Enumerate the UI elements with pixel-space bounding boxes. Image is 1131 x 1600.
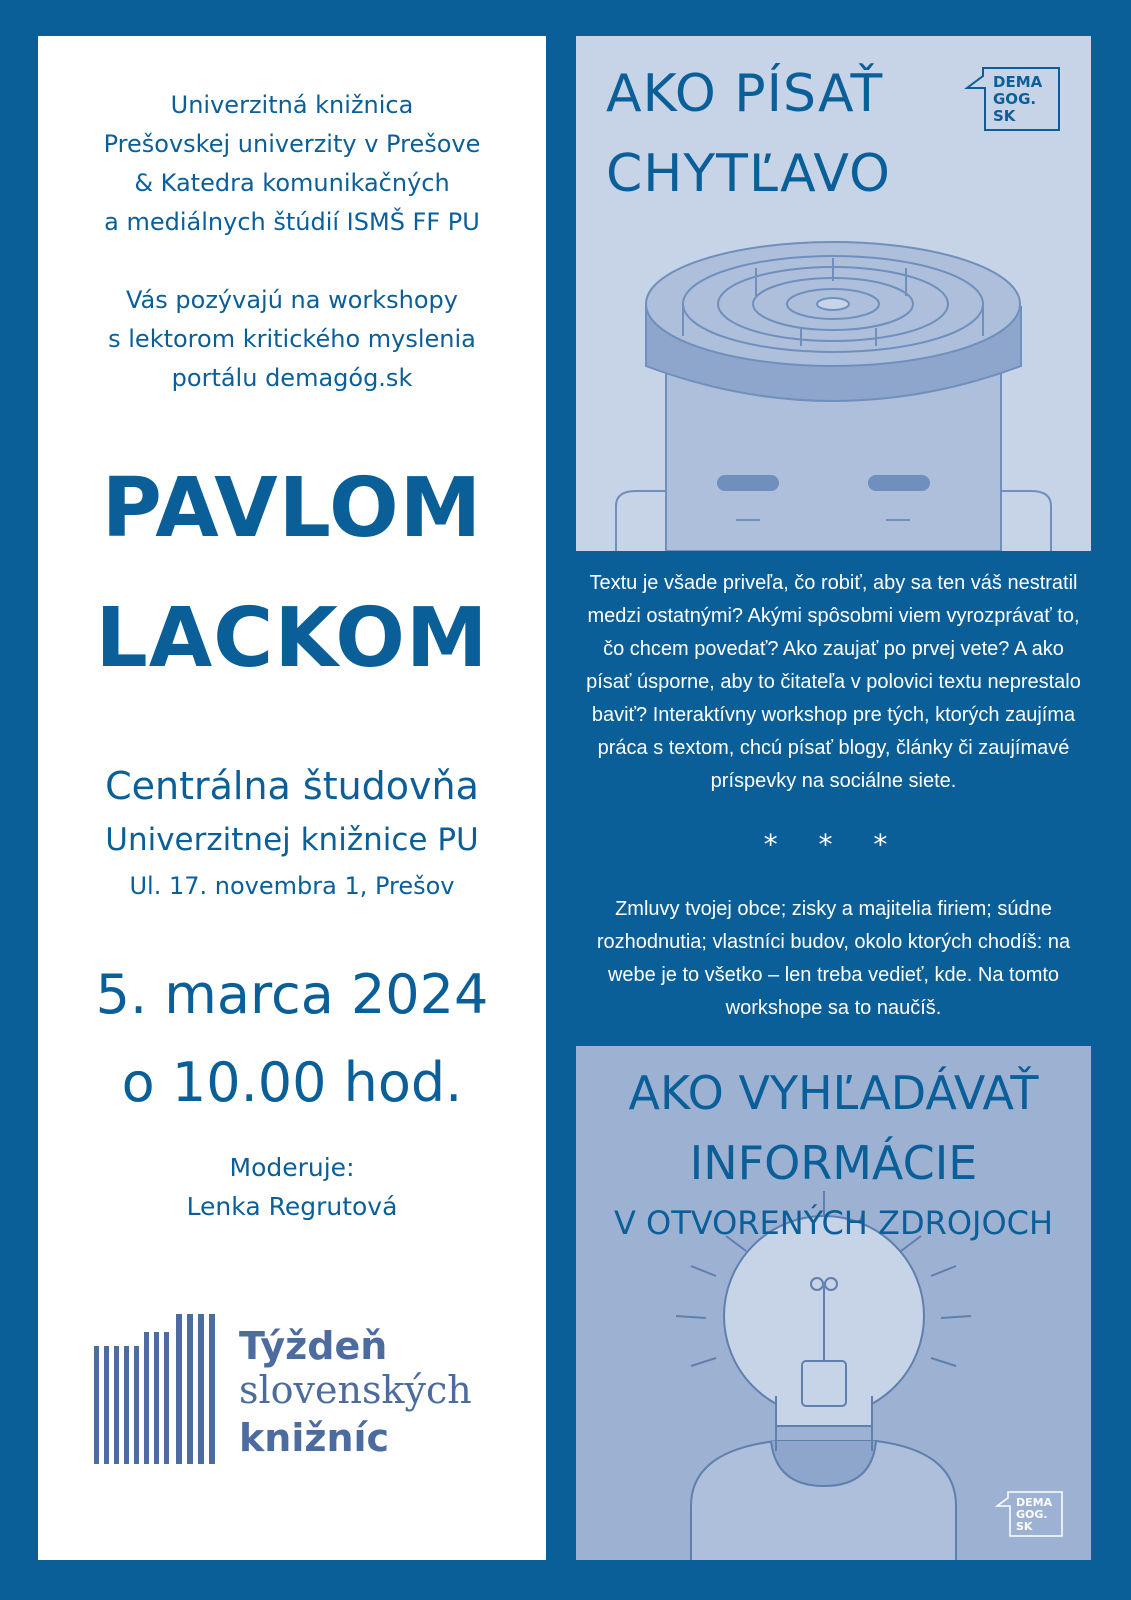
description-line: práca s textom, chcú písať blogy, články či zaujímavé (597, 737, 1070, 759)
info-column (38, 36, 546, 1560)
demagog-badge-line2: GOG. (1016, 1508, 1048, 1521)
workshop1-description (576, 567, 1091, 798)
organizer-line: a mediálnych štúdií ISMŠ FF PU (104, 208, 480, 236)
event-datetime (38, 951, 546, 1127)
event-date: 5. marca 2024 (95, 963, 489, 1026)
lightbulb-head-illustration (576, 1046, 1091, 1560)
description-line: čo chcem povedať? Ako zaujať po prvej vete? A ako (603, 638, 1064, 660)
demagog-badge (994, 1488, 1066, 1540)
description-line: Zmluvy tvojej obce; zisky a majitelia firiem; súdne (615, 898, 1052, 920)
description-line: písať úsporne, aby to čitateľa v polovici textu neprestalo (586, 671, 1081, 693)
venue-room: Centrálna študovňa (105, 764, 479, 808)
description-line: medzi ostatnými? Akými spôsobmi viem vyrozprávať to, (587, 605, 1080, 627)
organizer-line: Univerzitná knižnica (170, 91, 414, 119)
workshop1-panel (576, 36, 1091, 551)
week-of-libraries-logo (94, 1304, 494, 1464)
description-line: rozhodnutia; vlastníci budov, okolo ktorých chodíš: na (596, 931, 1071, 953)
description-line: baviť? Interaktívny workshop pre tých, ktorých zaujíma (591, 704, 1076, 726)
organizer-line: Prešovskej univerzity v Prešove (103, 130, 481, 158)
description-line: workshope sa to naučíš. (725, 997, 942, 1019)
moderator-label: Moderuje: (229, 1153, 355, 1182)
workshop2-title-line2: INFORMÁCIE (689, 1136, 978, 1190)
venue-address: Ul. 17. novembra 1, Prešov (129, 872, 455, 900)
demagog-badge-line3: SK (1016, 1520, 1033, 1533)
lecturer-last-name: LACKOM (95, 591, 489, 686)
library-bars-icon (94, 1304, 224, 1464)
workshop1-title-line2: CHYTĽAVO (606, 144, 891, 204)
demagog-badge-line1: DEMA (993, 73, 1043, 91)
demagog-badge-line3: SK (993, 107, 1016, 125)
description-line: webe je to všetko – len treba vedieť, kde. Na tomto (607, 964, 1060, 986)
demagog-badge-line2: GOG. (993, 90, 1037, 108)
invitation-line: portálu demagóg.sk (171, 364, 413, 392)
moderator (38, 1148, 546, 1226)
venue-building: Univerzitnej knižnice PU (105, 822, 479, 858)
logo-word-libraries: knižníc (239, 1416, 390, 1460)
moderator-name: Lenka Regrutová (186, 1192, 398, 1221)
demagog-badge-line1: DEMA (1016, 1496, 1053, 1509)
organizer-line: & Katedra komunikačných (134, 169, 450, 197)
description-line: Textu je všade priveľa, čo robiť, aby sa ten váš nestratil (589, 572, 1078, 594)
invitation-line: s lektorom kritického myslenia (108, 325, 476, 353)
workshop2-title-line1: AKO VYHĽADÁVAŤ (628, 1066, 1039, 1120)
workshop2-title-line3: V OTVORENÝCH ZDROJOCH (613, 1204, 1054, 1242)
event-time: o 10.00 hod. (121, 1051, 463, 1114)
workshop1-title-line1: AKO PÍSAŤ (606, 64, 884, 124)
lecturer-first-name: PAVLOM (101, 461, 483, 556)
invitation (38, 281, 546, 398)
workshop2-description (576, 893, 1091, 1025)
workshop2-panel (576, 1046, 1091, 1560)
demagog-badge (963, 62, 1063, 134)
logo-word-week: Týždeň (239, 1324, 388, 1368)
separator-stars: * * * (763, 828, 904, 861)
description-line: príspevky na sociálne siete. (710, 770, 957, 792)
organizers (38, 86, 546, 242)
invitation-line: Vás pozývajú na workshopy (126, 286, 458, 314)
logo-word-slovak: slovenských (239, 1368, 472, 1412)
